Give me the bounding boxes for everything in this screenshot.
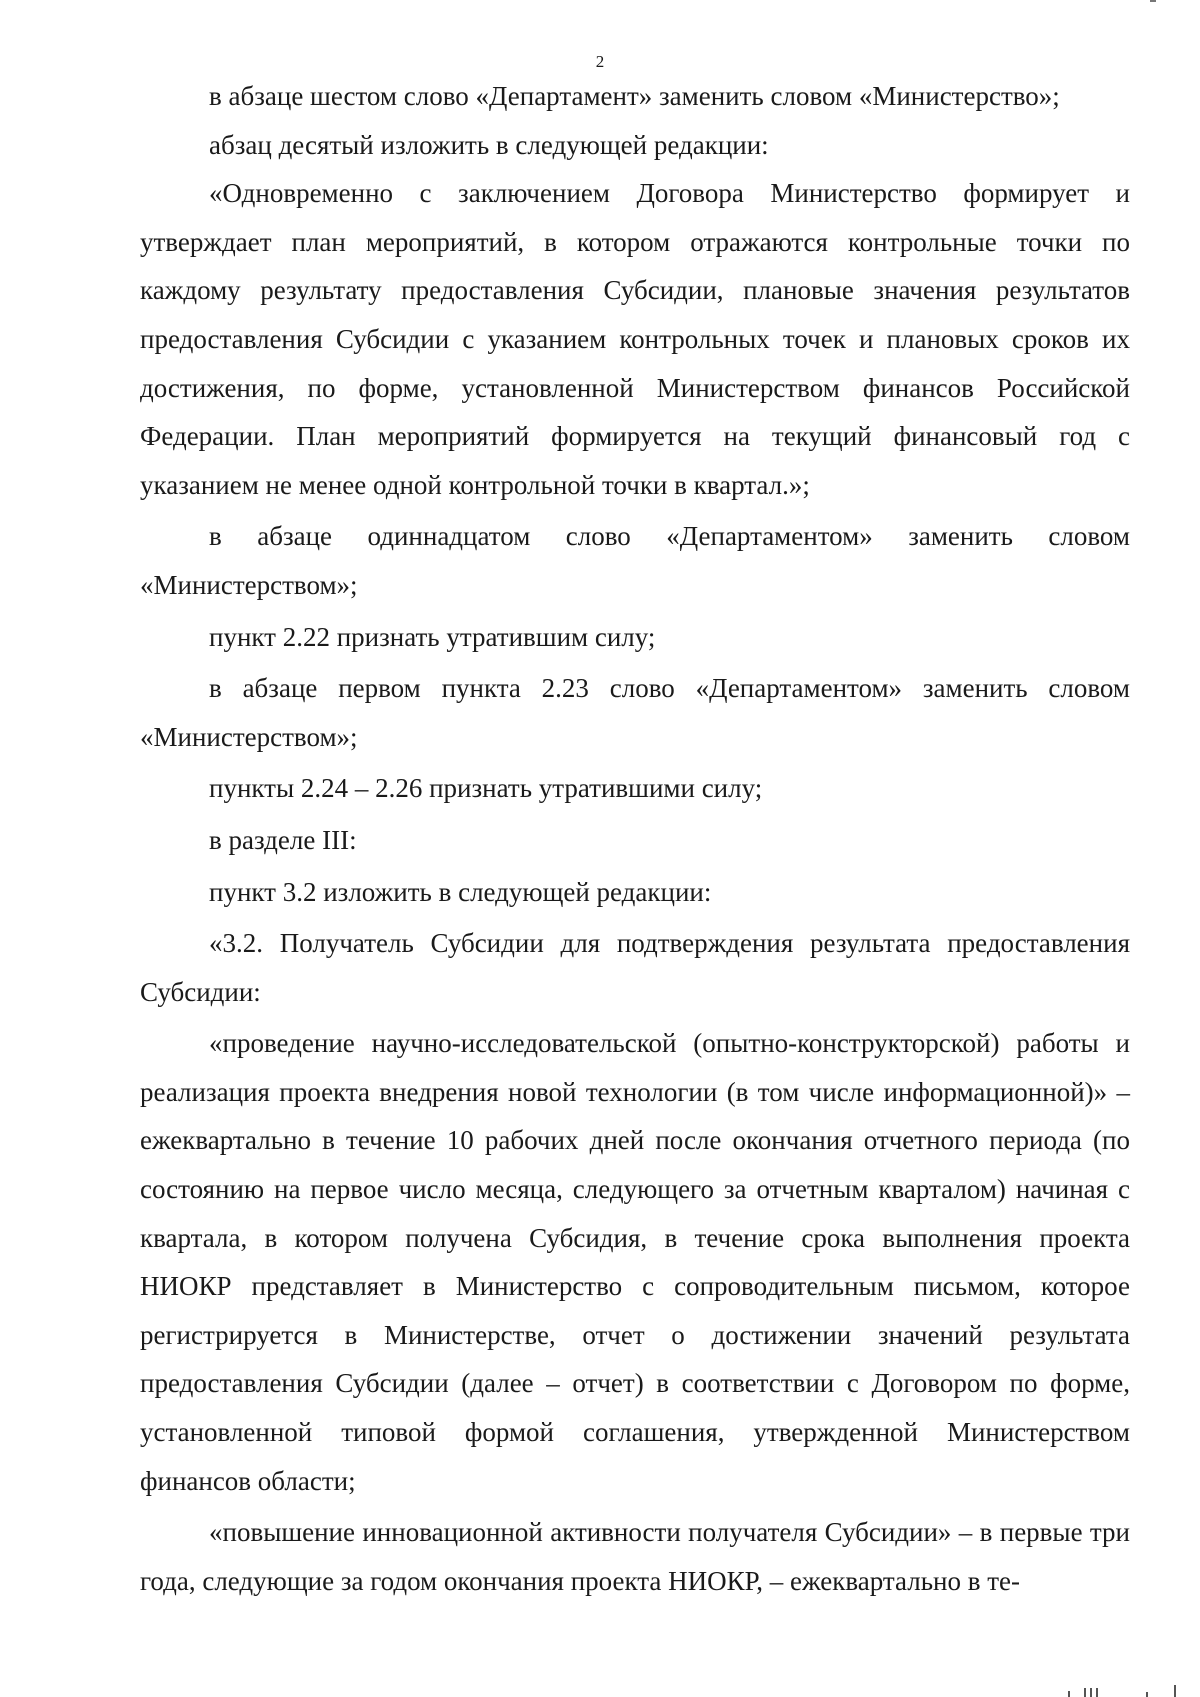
paragraph-items-2-24-2-26: пункты 2.24 – 2.26 признать утратившими силу; — [209, 773, 763, 804]
paragraph-section-iii: в разделе III: — [209, 824, 357, 855]
paragraph-item-2-23: в абзаце первом пункта 2.23 слово «Департаментом» заменить словом «Министерством»; — [140, 673, 1130, 752]
page-number: 2 — [595, 52, 605, 71]
paragraph-niokr-report: «проведение научно-исследовательской (опытно-конструкторской) работы и реализация проекта внедрения новой технологии (в том числе информационной)» – ежеквартально в течение 10 рабочих дней после окончания отчетного периода (по состоянию на первое число месяца, следующего за отчетным кварталом) начиная с квартала, в котором получена Субсидия, в течение срока выполнения проекта НИОКР представляет в Министерство с сопроводительным письмом, которое регистрируется в Министерстве, отчет о достижении значений результата предоставления Субсидии (далее – отчет) в соответствии с Договором по форме, установленной типовой формой соглашения, утвержденной Министерством финансов области; — [140, 1028, 1130, 1496]
paragraph-paragraph6-replacement: в абзаце шестом слово «Департамент» заменить словом «Министерство»; — [209, 81, 1060, 111]
paragraph-paragraph11-replacement: в абзаце одиннадцатом слово «Департаментом» заменить словом «Министерством»; — [140, 521, 1130, 600]
scan-corner-mark — [1150, 0, 1156, 2]
paragraph-item-2-22: пункт 2.22 признать утратившим силу; — [209, 621, 656, 652]
paragraph-paragraph10-new-text: «Одновременно с заключением Договора Министерство формирует и утверждает план мероприятий, в котором отражаются контрольные точки по каждому результату предоставления Субсидии, плановые значения результатов предоставления Субсидии с указанием контрольных точек и плановых сроков их достижения, по форме, установленной Министерством финансов Российской Федерации. План мероприятий формируется на текущий финансовый год с указанием не менее одной контрольной точки в квартал.»; — [140, 178, 1130, 500]
document-body — [140, 72, 1130, 1605]
scan-bottom-marks — [1050, 1683, 1180, 1697]
paragraph-item-3-2-intro: пункт 3.2 изложить в следующей редакции: — [209, 876, 712, 907]
paragraph-paragraph10-intro: абзац десятый изложить в следующей редакции: — [209, 129, 769, 160]
paragraph-innovation-activity: «повышение инновационной активности получателя Субсидии» – в первые три года, следующие за годом окончания проекта НИОКР, – ежеквартально в те- — [140, 1517, 1130, 1596]
paragraph-item-3-2-text: «3.2. Получатель Субсидии для подтверждения результата предоставления Субсидии: — [140, 928, 1130, 1007]
